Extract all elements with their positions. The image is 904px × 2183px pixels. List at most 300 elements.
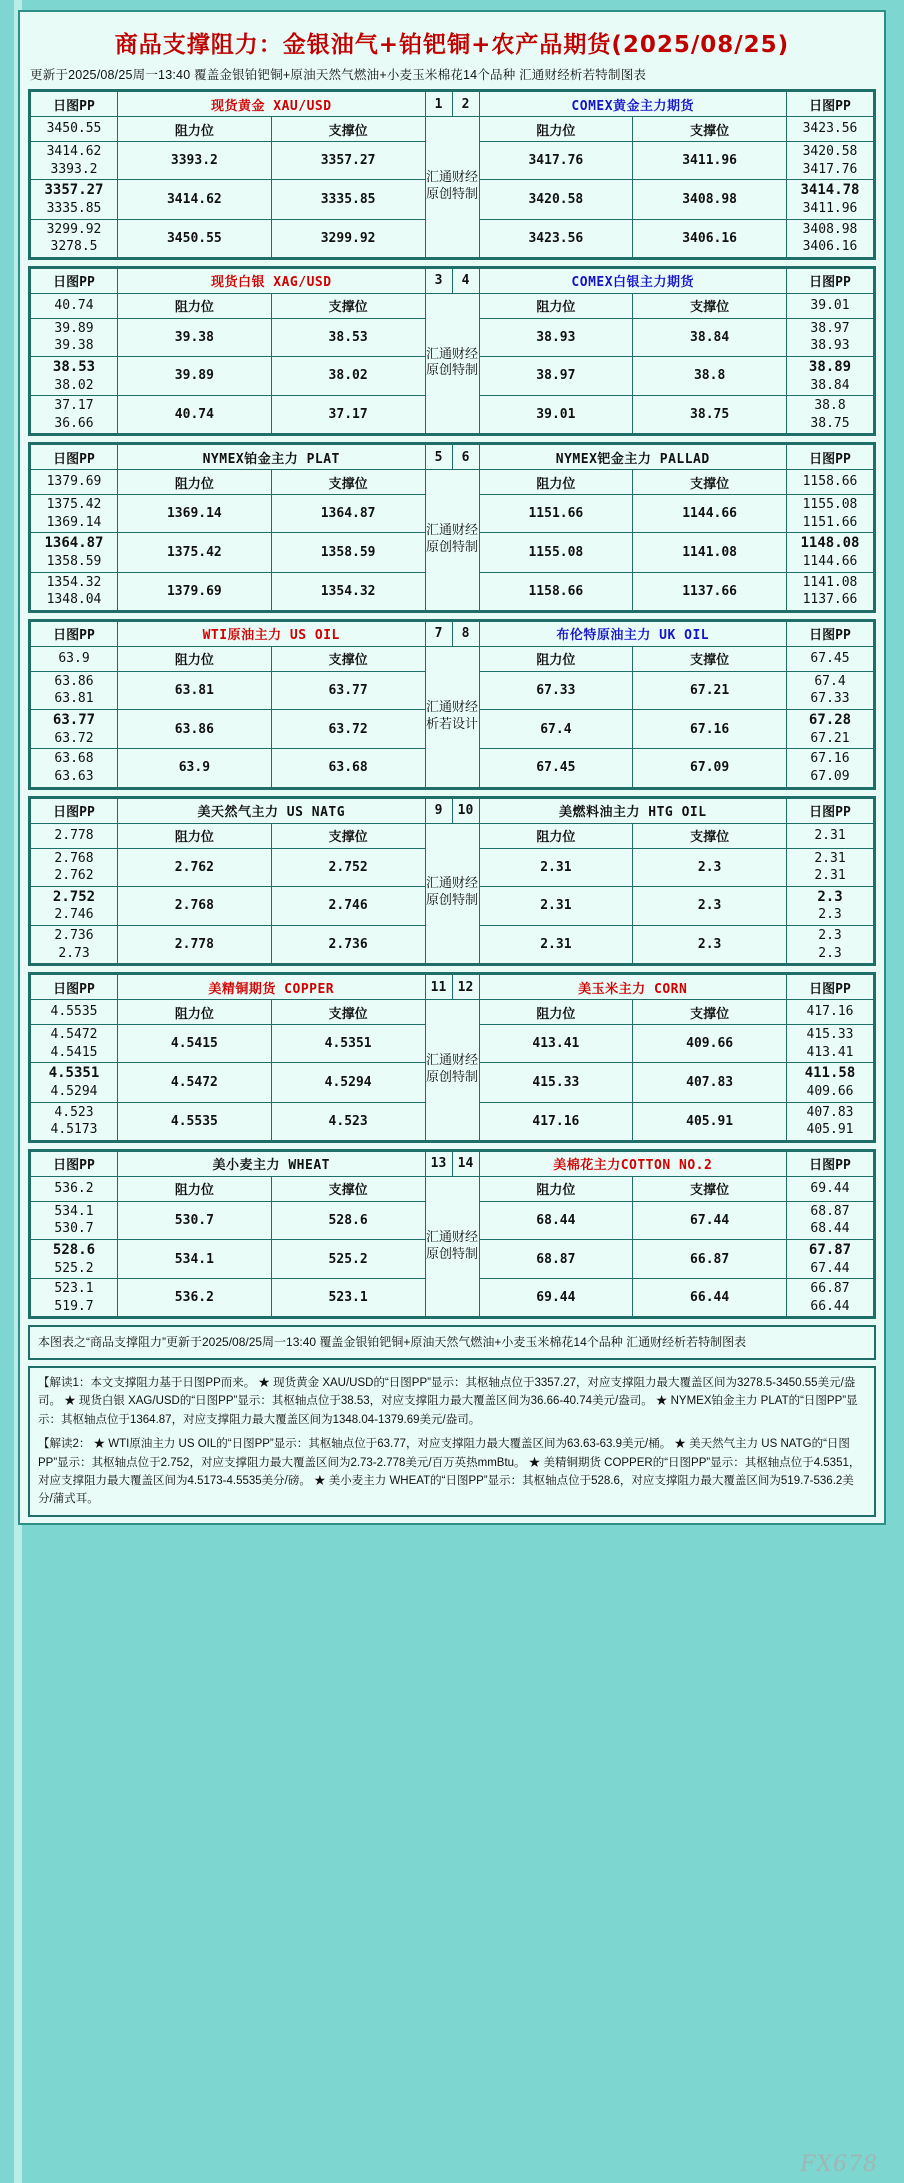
pp-level: 519.7	[54, 1298, 94, 1314]
resistance-value-left: 63.81	[118, 671, 272, 709]
resistance-value-right: 1155.08	[479, 533, 633, 572]
pp-level: 4.5294	[50, 1084, 98, 1100]
resistance-header-left: 阻力位	[118, 293, 272, 318]
support-value-right: 1137.66	[633, 572, 787, 610]
page-title: 商品支撑阻力：金银油气+铂钯铜+农产品期货(2025/08/25)	[114, 32, 790, 58]
resistance-value-left: 530.7	[118, 1201, 272, 1239]
watermark: 汇通财经 原创特制	[425, 293, 479, 434]
support-header-left: 支撑位	[271, 823, 425, 848]
resistance-header-right: 阻力位	[479, 1176, 633, 1201]
pp-level: 3278.5	[50, 239, 98, 255]
block-number-right: 12	[452, 975, 479, 1000]
support-value-left: 63.68	[271, 749, 425, 787]
resistance-value-left: 2.778	[118, 926, 272, 964]
pp-level: 1155.08	[802, 497, 858, 513]
pp-level: 2.3	[817, 888, 843, 905]
support-value-right: 3408.98	[633, 180, 787, 219]
resistance-value-left: 534.1	[118, 1239, 272, 1278]
pp-levels-left	[31, 848, 118, 886]
pp-levels-left	[31, 886, 118, 925]
pp-levels-left	[31, 396, 118, 434]
instrument-name-left: NYMEX铂金主力 PLAT	[118, 445, 426, 470]
pp-header-right: 日图PP	[787, 445, 874, 470]
support-value-right: 38.75	[633, 396, 787, 434]
report-sheet	[18, 10, 886, 1525]
pp-level: 409.66	[806, 1084, 854, 1100]
instrument-block	[28, 796, 876, 967]
pp-header-right: 日图PP	[787, 1151, 874, 1176]
pp-level: 536.2	[54, 1180, 94, 1196]
pp-level: 4.5535	[50, 1004, 98, 1020]
pp-levels-right	[787, 1239, 874, 1278]
pp-levels-left	[31, 117, 118, 142]
pp-level: 67.44	[810, 1260, 850, 1276]
resistance-value-right: 67.45	[479, 749, 633, 787]
pp-level: 67.33	[810, 691, 850, 707]
pp-level: 2.31	[814, 827, 846, 843]
instrument-block	[28, 1149, 876, 1320]
pp-levels-left	[31, 1025, 118, 1063]
resistance-value-right: 67.33	[479, 671, 633, 709]
pp-level: 40.74	[54, 297, 94, 313]
note-2: 【解读2： ★ WTI原油主力 US OIL的“日图PP”显示：其枢轴点位于63.77，对应支撑阻力最大覆盖区间为63.63-63.9美元/桶。 ★ 美天然气主力 US NATG的“日图PP”显示：其枢轴点位于2.752，对应支撑阻力最大覆盖区间为2.73-2.778美元/百万英热mmBtu。 ★ 美精铜期货 COPPER的“日图PP”显示：其枢轴点位于4.5351，对应支撑阻力最大覆盖区间为4.5173-4.5535美分/磅。 ★ 美小麦主力 WHEAT的“日图PP”显示：其枢轴点位于528.6，对应支撑阻力最大覆盖区间为519.7-536.2美分/蒲式耳。	[38, 1438, 861, 1506]
resistance-value-left: 63.86	[118, 709, 272, 748]
support-value-left: 3299.92	[271, 219, 425, 257]
instrument-name-left: 现货白银 XAG/USD	[118, 268, 426, 293]
resistance-value-left: 63.9	[118, 749, 272, 787]
support-value-left: 63.77	[271, 671, 425, 709]
pp-level: 4.5351	[48, 1065, 100, 1082]
pp-level: 38.84	[810, 377, 850, 393]
instrument-block	[28, 619, 876, 790]
resistance-header-right: 阻力位	[479, 293, 633, 318]
pp-levels-right	[787, 142, 874, 180]
pp-level: 2.778	[54, 827, 94, 843]
pp-level: 415.33	[806, 1027, 854, 1043]
pp-level: 63.9	[58, 651, 90, 667]
pp-levels-left	[31, 356, 118, 395]
resistance-value-left: 3414.62	[118, 180, 272, 219]
page-subtitle: 更新于2025/08/25周一13:40 覆盖金银铂钯铜+原油天然气燃油+小麦玉米棉花14个品种 汇通财经析若特制图表	[30, 68, 647, 82]
block-number-left: 5	[425, 445, 452, 470]
pp-level: 67.16	[810, 751, 850, 767]
pp-level: 1369.14	[46, 514, 102, 530]
pp-level: 2.752	[52, 888, 96, 905]
pp-header-left: 日图PP	[31, 92, 118, 117]
pp-level: 523.1	[54, 1281, 94, 1297]
pp-level: 4.523	[54, 1104, 94, 1120]
support-value-left: 38.02	[271, 356, 425, 395]
pp-level: 39.38	[54, 338, 94, 354]
pp-level: 63.63	[54, 768, 94, 784]
pp-levels-right	[787, 1279, 874, 1317]
resistance-value-right: 68.87	[479, 1239, 633, 1278]
resistance-value-right: 2.31	[479, 848, 633, 886]
pp-levels-right	[787, 180, 874, 219]
support-value-right: 66.87	[633, 1239, 787, 1278]
pp-level: 66.44	[810, 1298, 850, 1314]
resistance-header-left: 阻力位	[118, 470, 272, 495]
pp-header-left: 日图PP	[31, 268, 118, 293]
resistance-header-left: 阻力位	[118, 1176, 272, 1201]
pp-levels-right	[787, 356, 874, 395]
support-value-left: 4.5294	[271, 1063, 425, 1102]
resistance-value-right: 1158.66	[479, 572, 633, 610]
pp-levels-left	[31, 926, 118, 964]
support-value-right: 67.09	[633, 749, 787, 787]
instrument-name-right: 美玉米主力 CORN	[479, 975, 787, 1000]
resistance-value-right: 2.31	[479, 886, 633, 925]
support-value-right: 405.91	[633, 1102, 787, 1140]
pp-level: 3357.27	[44, 182, 104, 199]
pp-levels-right	[787, 318, 874, 356]
pp-level: 534.1	[54, 1203, 94, 1219]
support-value-left: 37.17	[271, 396, 425, 434]
support-value-right: 67.16	[633, 709, 787, 748]
resistance-value-right: 68.44	[479, 1201, 633, 1239]
pp-levels-left	[31, 749, 118, 787]
pp-level: 1364.87	[44, 535, 104, 552]
block-number-left: 13	[425, 1151, 452, 1176]
block-number-right: 10	[452, 798, 479, 823]
pp-level: 3406.16	[802, 239, 858, 255]
pp-level: 1379.69	[46, 474, 102, 490]
pp-levels-right	[787, 823, 874, 848]
pp-level: 3414.78	[800, 182, 860, 199]
support-header-right: 支撑位	[633, 1176, 787, 1201]
pp-level: 38.8	[814, 398, 846, 414]
pp-level: 1354.32	[46, 574, 102, 590]
pp-level: 1375.42	[46, 497, 102, 513]
pp-level: 36.66	[54, 415, 94, 431]
pp-levels-left	[31, 533, 118, 572]
watermark: 汇通财经 原创特制	[425, 117, 479, 258]
support-value-left: 2.746	[271, 886, 425, 925]
pp-levels-right	[787, 671, 874, 709]
resistance-value-right: 69.44	[479, 1279, 633, 1317]
pp-level: 3414.62	[46, 144, 102, 159]
pp-levels-left	[31, 823, 118, 848]
resistance-value-right: 67.4	[479, 709, 633, 748]
pp-level: 407.83	[806, 1104, 854, 1120]
support-value-left: 528.6	[271, 1201, 425, 1239]
pp-level: 2.736	[54, 928, 94, 944]
support-header-left: 支撑位	[271, 293, 425, 318]
watermark: 汇通财经 原创特制	[425, 823, 479, 964]
pp-level: 3299.92	[46, 221, 102, 237]
resistance-header-right: 阻力位	[479, 646, 633, 671]
support-header-left: 支撑位	[271, 117, 425, 142]
pp-level: 68.87	[810, 1203, 850, 1219]
pp-level: 3335.85	[46, 200, 102, 216]
resistance-value-left: 3450.55	[118, 219, 272, 257]
resistance-value-left: 4.5535	[118, 1102, 272, 1140]
fx-watermark: FX678	[800, 2152, 878, 2177]
pp-level: 2.31	[814, 850, 846, 866]
resistance-value-right: 39.01	[479, 396, 633, 434]
watermark: 汇通财经 析若设计	[425, 646, 479, 787]
block-number-right: 6	[452, 445, 479, 470]
pp-levels-right	[787, 572, 874, 610]
support-value-left: 1358.59	[271, 533, 425, 572]
resistance-header-left: 阻力位	[118, 1000, 272, 1025]
pp-levels-right	[787, 749, 874, 787]
pp-level: 1137.66	[802, 592, 858, 608]
pp-levels-left	[31, 1239, 118, 1278]
watermark: 汇通财经 原创特制	[425, 1000, 479, 1141]
pp-level: 39.89	[54, 320, 94, 336]
pp-levels-left	[31, 219, 118, 257]
support-value-left: 4.523	[271, 1102, 425, 1140]
resistance-value-left: 4.5415	[118, 1025, 272, 1063]
pp-levels-right	[787, 1025, 874, 1063]
pp-level: 68.44	[810, 1221, 850, 1237]
support-header-right: 支撑位	[633, 470, 787, 495]
pp-levels-right	[787, 886, 874, 925]
pp-level: 530.7	[54, 1221, 94, 1237]
instrument-name-left: WTI原油主力 US OIL	[118, 621, 426, 646]
pp-level: 2.746	[54, 907, 94, 923]
pp-level: 3408.98	[802, 221, 858, 237]
support-value-right: 67.21	[633, 671, 787, 709]
pp-level: 2.3	[818, 945, 842, 961]
instrument-name-right: COMEX白银主力期货	[479, 268, 787, 293]
pp-level: 1358.59	[46, 554, 102, 570]
pp-levels-left	[31, 1176, 118, 1201]
pp-header-left: 日图PP	[31, 798, 118, 823]
block-number-left: 3	[425, 268, 452, 293]
pp-level: 38.93	[810, 338, 850, 354]
resistance-value-right: 2.31	[479, 926, 633, 964]
support-value-right: 38.84	[633, 318, 787, 356]
support-header-left: 支撑位	[271, 1000, 425, 1025]
pp-level: 2.762	[54, 868, 94, 884]
block-number-left: 1	[425, 92, 452, 117]
resistance-value-left: 39.89	[118, 356, 272, 395]
pp-level: 2.31	[814, 868, 846, 884]
pp-header-right: 日图PP	[787, 798, 874, 823]
resistance-header-right: 阻力位	[479, 1000, 633, 1025]
instrument-name-right: 美燃料油主力 HTG OIL	[479, 798, 787, 823]
pp-level: 1158.66	[802, 474, 858, 490]
block-number-right: 4	[452, 268, 479, 293]
pp-level: 405.91	[806, 1122, 854, 1138]
resistance-value-right: 3423.56	[479, 219, 633, 257]
pp-level: 3417.76	[802, 161, 858, 177]
pp-levels-right	[787, 1176, 874, 1201]
pp-levels-right	[787, 219, 874, 257]
support-value-right: 3406.16	[633, 219, 787, 257]
support-value-left: 4.5351	[271, 1025, 425, 1063]
resistance-value-left: 2.768	[118, 886, 272, 925]
resistance-header-right: 阻力位	[479, 470, 633, 495]
support-value-left: 1354.32	[271, 572, 425, 610]
pp-level: 4.5472	[50, 1027, 98, 1043]
instrument-name-right: COMEX黄金主力期货	[479, 92, 787, 117]
support-value-left: 3335.85	[271, 180, 425, 219]
pp-level: 4.5173	[50, 1122, 98, 1138]
resistance-header-left: 阻力位	[118, 646, 272, 671]
footnote: 本图表之“商品支撑阻力”更新于2025/08/25周一13:40 覆盖金银铂钯铜+原油天然气燃油+小麦玉米棉花14个品种 汇通财经析若特制图表	[28, 1325, 876, 1360]
resistance-value-right: 413.41	[479, 1025, 633, 1063]
pp-header-right: 日图PP	[787, 268, 874, 293]
pp-level: 413.41	[806, 1044, 854, 1060]
pp-level: 2.3	[818, 907, 842, 923]
support-value-left: 2.736	[271, 926, 425, 964]
resistance-value-left: 536.2	[118, 1279, 272, 1317]
support-value-right: 407.83	[633, 1063, 787, 1102]
block-number-right: 2	[452, 92, 479, 117]
pp-level: 39.01	[810, 297, 850, 313]
resistance-value-right: 38.97	[479, 356, 633, 395]
pp-level: 2.73	[58, 945, 90, 961]
pp-levels-left	[31, 293, 118, 318]
resistance-value-left: 1369.14	[118, 495, 272, 533]
support-header-left: 支撑位	[271, 646, 425, 671]
support-header-right: 支撑位	[633, 823, 787, 848]
pp-level: 528.6	[52, 1241, 96, 1258]
support-value-left: 525.2	[271, 1239, 425, 1278]
resistance-value-left: 1375.42	[118, 533, 272, 572]
pp-level: 1144.66	[802, 554, 858, 570]
instrument-block	[28, 266, 876, 437]
pp-header-right: 日图PP	[787, 92, 874, 117]
pp-header-left: 日图PP	[31, 621, 118, 646]
pp-levels-right	[787, 470, 874, 495]
pp-level: 63.68	[54, 751, 94, 767]
notes-panel	[28, 1366, 876, 1517]
block-number-left: 11	[425, 975, 452, 1000]
pp-levels-right	[787, 1063, 874, 1102]
pp-levels-right	[787, 1201, 874, 1239]
pp-levels-right	[787, 396, 874, 434]
resistance-value-left: 4.5472	[118, 1063, 272, 1102]
pp-level: 411.58	[804, 1065, 856, 1082]
resistance-header-right: 阻力位	[479, 117, 633, 142]
pp-level: 38.02	[54, 377, 94, 393]
pp-levels-left	[31, 470, 118, 495]
blocks-container	[28, 89, 876, 1319]
pp-header-right: 日图PP	[787, 621, 874, 646]
pp-level: 63.77	[52, 711, 96, 728]
pp-levels-right	[787, 533, 874, 572]
pp-levels-right	[787, 495, 874, 533]
pp-levels-right	[787, 1000, 874, 1025]
support-value-right: 1141.08	[633, 533, 787, 572]
support-value-left: 2.752	[271, 848, 425, 886]
pp-level: 67.09	[810, 768, 850, 784]
pp-header-left: 日图PP	[31, 445, 118, 470]
support-header-right: 支撑位	[633, 117, 787, 142]
support-value-left: 3357.27	[271, 142, 425, 180]
resistance-header-right: 阻力位	[479, 823, 633, 848]
support-value-right: 409.66	[633, 1025, 787, 1063]
pp-level: 63.72	[54, 730, 94, 746]
resistance-value-right: 38.93	[479, 318, 633, 356]
resistance-value-right: 3420.58	[479, 180, 633, 219]
pp-level: 69.44	[810, 1180, 850, 1196]
pp-level: 417.16	[806, 1004, 854, 1020]
pp-levels-left	[31, 1000, 118, 1025]
block-number-right: 14	[452, 1151, 479, 1176]
support-value-right: 67.44	[633, 1201, 787, 1239]
pp-level: 1148.08	[800, 535, 860, 552]
pp-levels-left	[31, 1279, 118, 1317]
instrument-name-right: 美棉花主力COTTON NO.2	[479, 1151, 787, 1176]
pp-level: 1141.08	[802, 574, 858, 590]
pp-level: 67.28	[808, 711, 852, 728]
watermark: 汇通财经 原创特制	[425, 470, 479, 611]
pp-levels-left	[31, 180, 118, 219]
resistance-value-right: 417.16	[479, 1102, 633, 1140]
support-header-left: 支撑位	[271, 470, 425, 495]
instrument-name-left: 现货黄金 XAU/USD	[118, 92, 426, 117]
instrument-name-right: NYMEX钯金主力 PALLAD	[479, 445, 787, 470]
pp-levels-right	[787, 646, 874, 671]
resistance-value-right: 3417.76	[479, 142, 633, 180]
support-header-right: 支撑位	[633, 646, 787, 671]
support-value-right: 3411.96	[633, 142, 787, 180]
pp-level: 67.4	[814, 673, 846, 689]
pp-header-left: 日图PP	[31, 1151, 118, 1176]
support-header-right: 支撑位	[633, 1000, 787, 1025]
pp-header-left: 日图PP	[31, 975, 118, 1000]
pp-levels-right	[787, 709, 874, 748]
pp-level: 2.768	[54, 850, 94, 866]
support-value-left: 1364.87	[271, 495, 425, 533]
pp-header-right: 日图PP	[787, 975, 874, 1000]
pp-level: 2.3	[818, 928, 842, 944]
pp-level: 63.86	[54, 673, 94, 689]
pp-level: 3450.55	[46, 121, 102, 137]
instrument-block	[28, 89, 876, 260]
watermark: 汇通财经 原创特制	[425, 1176, 479, 1317]
pp-levels-right	[787, 1102, 874, 1140]
instrument-name-left: 美小麦主力 WHEAT	[118, 1151, 426, 1176]
pp-level: 3411.96	[802, 200, 858, 216]
pp-levels-left	[31, 709, 118, 748]
pp-levels-right	[787, 848, 874, 886]
pp-level: 66.87	[810, 1281, 850, 1297]
pp-levels-right	[787, 926, 874, 964]
pp-levels-left	[31, 142, 118, 180]
support-value-right: 2.3	[633, 848, 787, 886]
resistance-value-left: 2.762	[118, 848, 272, 886]
pp-level: 3423.56	[802, 121, 858, 137]
note-1: 【解读1：本文支撑阻力基于日图PP而来。 ★ 现货黄金 XAU/USD的“日图PP”显示：其枢轴点位于3357.27，对应支撑阻力最大覆盖区间为3278.5-3450.55美元/盎司。 ★ 现货白银 XAG/USD的“日图PP”显示：其枢轴点位于38.53，对应支撑阻力最大覆盖区间为36.66-40.74美元/盎司。 ★ NYMEX铂金主力 PLAT的“日图PP”显示：其枢轴点位于1364.87，对应支撑阻力最大覆盖区间为1348.04-1379.69美元/盎司。	[38, 1376, 858, 1426]
resistance-value-right: 1151.66	[479, 495, 633, 533]
pp-level: 37.17	[54, 398, 94, 414]
pp-level: 38.53	[52, 358, 96, 375]
pp-level: 63.81	[54, 691, 94, 707]
instrument-name-right: 布伦特原油主力 UK OIL	[479, 621, 787, 646]
block-number-left: 7	[425, 621, 452, 646]
instrument-name-left: 美天然气主力 US NATG	[118, 798, 426, 823]
resistance-value-left: 1379.69	[118, 572, 272, 610]
block-number-right: 8	[452, 621, 479, 646]
resistance-value-left: 40.74	[118, 396, 272, 434]
support-value-right: 2.3	[633, 886, 787, 925]
instrument-block	[28, 442, 876, 613]
pp-level: 38.89	[808, 358, 852, 375]
pp-level: 4.5415	[50, 1044, 98, 1060]
support-value-right: 38.8	[633, 356, 787, 395]
support-value-left: 63.72	[271, 709, 425, 748]
pp-level: 67.87	[808, 1241, 852, 1258]
pp-levels-left	[31, 1063, 118, 1102]
pp-levels-left	[31, 495, 118, 533]
pp-level: 67.45	[810, 651, 850, 667]
